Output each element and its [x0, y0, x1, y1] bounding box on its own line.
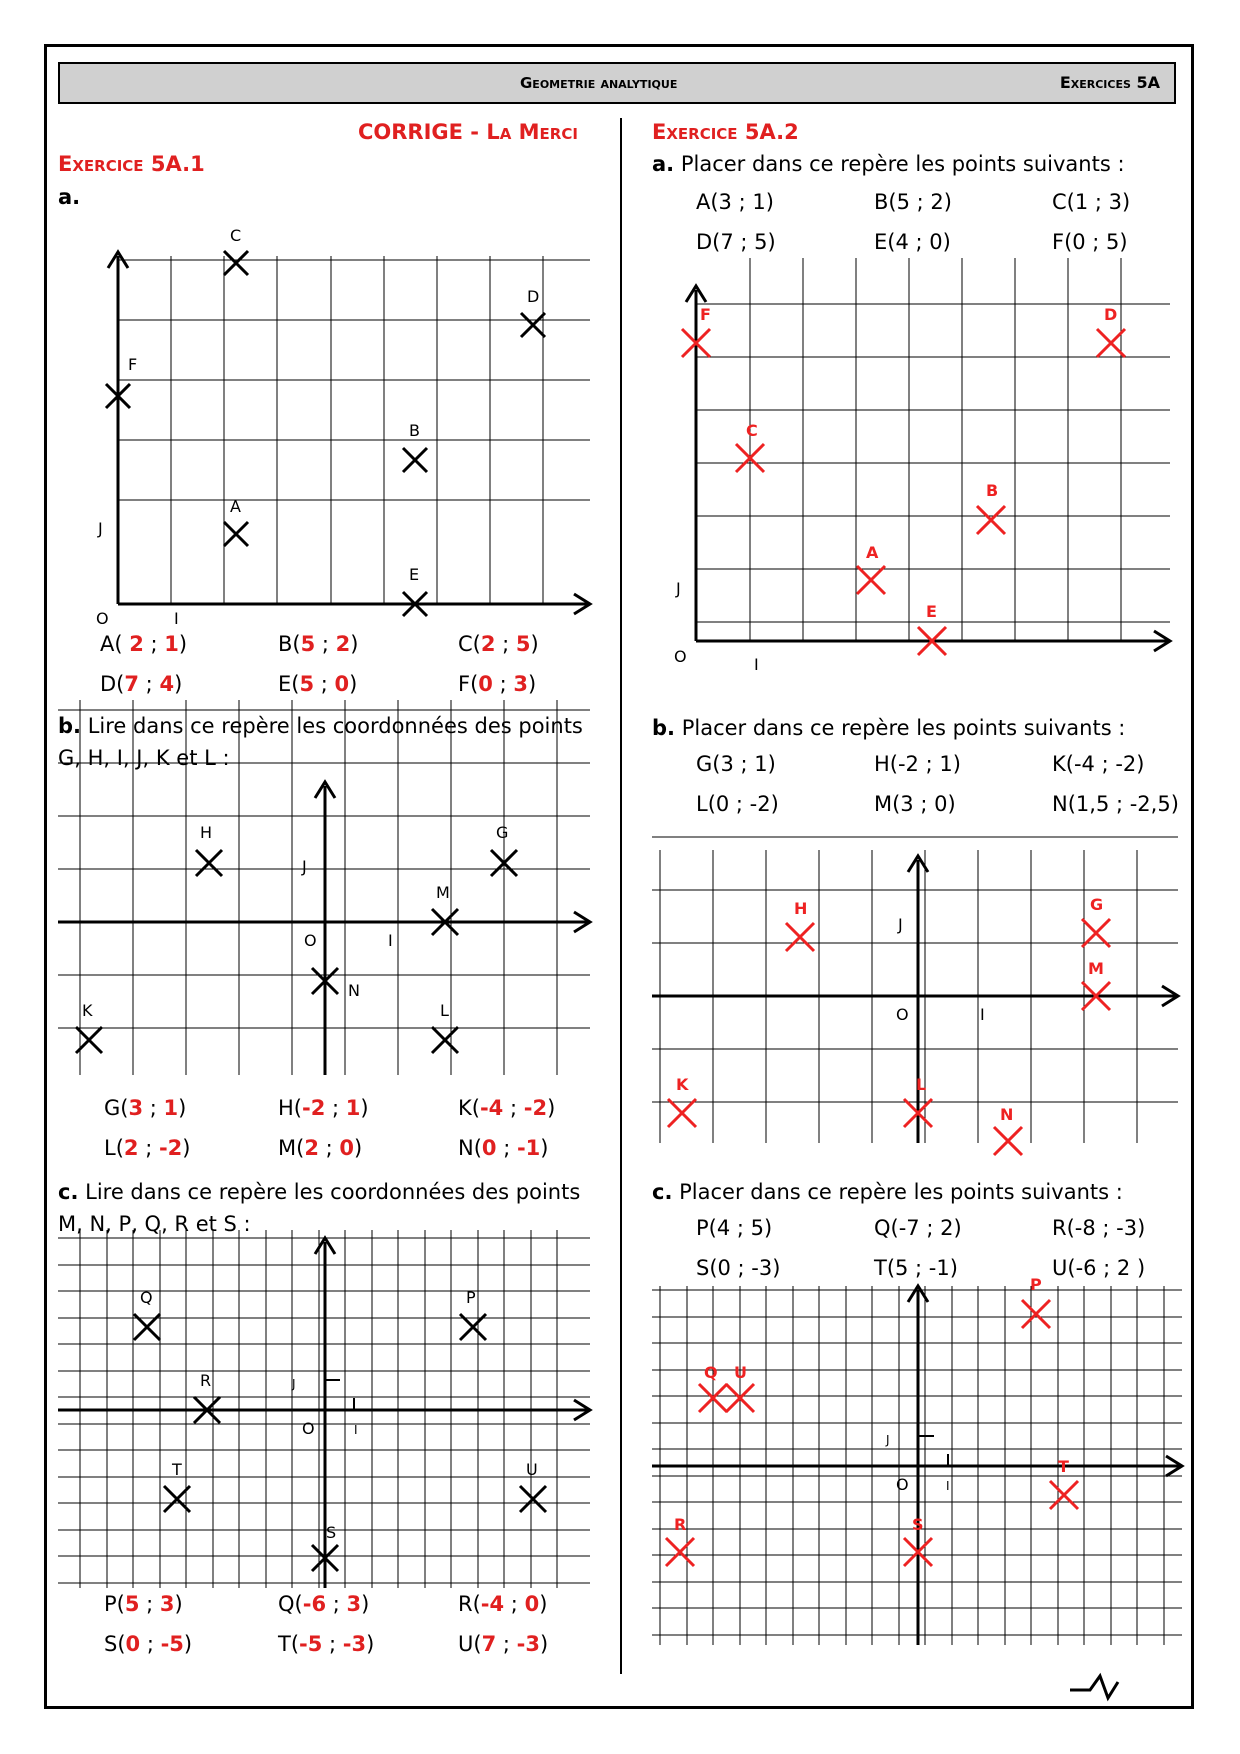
answer-y: 0 — [524, 1592, 540, 1616]
ex1c-text: Lire dans ce repère les coordonnées des points — [85, 1180, 581, 1204]
point-g-label: G — [1090, 895, 1104, 914]
point-to-place: H(-2 ; 1) — [874, 752, 961, 776]
answer-x: -5 — [299, 1632, 323, 1656]
point-to-place: D(7 ; 5) — [696, 230, 776, 254]
ex2a-text: Placer dans ce repère les points suivants : — [680, 152, 1125, 176]
answer-coordinate: T(-5 ; -3) — [278, 1632, 375, 1656]
point-a-label: A — [230, 497, 241, 516]
ex2b-label: b. — [652, 716, 676, 740]
i-label: I — [174, 609, 179, 628]
point-m-label: M — [1088, 959, 1104, 978]
answer-x: 2 — [123, 1136, 139, 1160]
answer-y: 1 — [164, 632, 179, 656]
answer-x: 5 — [300, 632, 316, 656]
point-to-place: K(-4 ; -2) — [1052, 752, 1145, 776]
point-b-label: B — [409, 421, 420, 440]
origin-label: O — [674, 647, 687, 666]
point-to-place: G(3 ; 1) — [696, 752, 776, 776]
answer-coordinate: C(2 ; 5) — [458, 632, 539, 656]
point-to-place: Q(-7 ; 2) — [874, 1216, 962, 1240]
answer-coordinate: D(7 ; 4) — [100, 672, 183, 696]
point-to-place: B(5 ; 2) — [874, 190, 952, 214]
origin-label: O — [896, 1005, 909, 1024]
j-label: J — [898, 915, 903, 934]
point-to-place: E(4 ; 0) — [874, 230, 951, 254]
point-to-place: S(0 ; -3) — [696, 1256, 781, 1280]
answer-x: 3 — [128, 1096, 144, 1120]
header-title: Geometrie analytique — [520, 74, 678, 92]
origin-label: O — [302, 1419, 315, 1438]
ex2-title: Exercice 5A.2 — [652, 120, 799, 144]
answer-coordinate: K(-4 ; -2) — [458, 1096, 556, 1120]
corrige-author: La Merci — [486, 120, 578, 144]
point-l-label: L — [440, 1001, 449, 1020]
i-label: I — [980, 1005, 985, 1024]
i-label: I — [388, 931, 393, 950]
answer-x: 7 — [481, 1632, 497, 1656]
answer-x: -4 — [480, 1592, 505, 1616]
ex2c-text: Placer dans ce repère les points suivants : — [679, 1180, 1123, 1204]
point-p-mark — [1022, 1300, 1050, 1328]
answer-coordinate: H(-2 ; 1) — [278, 1096, 369, 1120]
point-s-label: S — [912, 1515, 924, 1534]
ex2c-label: c. — [652, 1180, 673, 1204]
point-p — [1022, 1275, 1050, 1328]
answer-y: 3 — [346, 1592, 362, 1616]
answer-x: 2 — [304, 1136, 319, 1160]
point-r-label: R — [200, 1371, 212, 1390]
answer-coordinate: B(5 ; 2) — [278, 632, 359, 656]
point-to-place: R(-8 ; -3) — [1052, 1216, 1146, 1240]
point-a-label: A — [866, 543, 879, 562]
point-f-label: F — [700, 305, 711, 324]
point-t-label: T — [1058, 1457, 1069, 1476]
point-b-label: B — [986, 481, 999, 500]
point-n-label: N — [1000, 1105, 1014, 1124]
point-m-label: M — [436, 883, 450, 902]
origin-label: O — [304, 931, 317, 950]
point-q-label: Q — [704, 1363, 718, 1382]
answer-y: -2 — [523, 1096, 548, 1120]
point-n-label: N — [348, 981, 360, 1000]
answer-coordinate: A( 2 ; 1) — [100, 632, 188, 656]
ex1-title: Exercice 5A.1 — [58, 152, 205, 176]
ex2a-label: a. — [652, 152, 675, 176]
answer-coordinate: N(0 ; -1) — [458, 1136, 549, 1160]
answer-x: 2 — [480, 632, 496, 656]
j-label: J — [302, 857, 307, 876]
i-label: I — [946, 1479, 950, 1493]
answer-y: -5 — [160, 1632, 184, 1656]
answer-y: 3 — [513, 672, 528, 696]
point-to-place: U(-6 ; 2 ) — [1052, 1256, 1146, 1280]
answer-coordinate: P(5 ; 3) — [104, 1592, 183, 1616]
answer-coordinate: G(3 ; 1) — [104, 1096, 187, 1120]
answer-coordinate: M(2 ; 0) — [278, 1136, 363, 1160]
point-t-label: T — [172, 1460, 182, 1479]
point-r — [666, 1515, 694, 1566]
answer-y: 3 — [159, 1592, 175, 1616]
point-to-place: M(3 ; 0) — [874, 792, 956, 816]
point-s-label: S — [326, 1523, 337, 1542]
point-h-label: H — [794, 899, 808, 918]
ex1c-text2: M, N, P, Q, R et S : — [58, 1212, 251, 1236]
point-p-label: P — [1030, 1275, 1042, 1294]
answer-x: -6 — [302, 1592, 327, 1616]
point-d-label: D — [527, 287, 540, 306]
point-c-label: C — [230, 226, 242, 245]
ex1a-label: a. — [58, 185, 81, 209]
origin-label: O — [896, 1475, 909, 1494]
page-corner-mark — [1070, 1672, 1130, 1702]
answer-y: 4 — [159, 672, 175, 696]
point-to-place: T(5 ; -1) — [874, 1256, 958, 1280]
point-f-label: F — [128, 355, 138, 374]
point-d-label: D — [1104, 305, 1118, 324]
answer-x: -4 — [479, 1096, 504, 1120]
i-label: I — [754, 655, 759, 674]
point-k-label: K — [676, 1075, 689, 1094]
point-k-label: K — [82, 1001, 93, 1020]
answer-y: 0 — [334, 672, 350, 696]
answer-coordinate: Q(-6 ; 3) — [278, 1592, 370, 1616]
point-l-label: L — [916, 1075, 927, 1094]
answer-y: -1 — [516, 1136, 541, 1160]
answer-x: 0 — [478, 672, 493, 696]
point-to-place: A(3 ; 1) — [696, 190, 774, 214]
point-h-label: H — [200, 823, 213, 842]
answer-x: 7 — [124, 672, 139, 696]
j-label: J — [292, 1377, 296, 1391]
point-t-mark — [1050, 1481, 1078, 1509]
answer-y: 5 — [515, 632, 531, 656]
point-u-label: U — [526, 1460, 538, 1479]
point-r-label: R — [674, 1515, 687, 1534]
answer-x: 5 — [124, 1592, 140, 1616]
j-label: J — [98, 519, 103, 538]
point-to-place: F(0 ; 5) — [1052, 230, 1128, 254]
ex2b-text: Placer dans ce repère les points suivants : — [681, 716, 1126, 740]
ex1b-text2: G, H, I, J, K et L : — [58, 746, 230, 770]
ex1c-label: c. — [58, 1180, 79, 1204]
answer-x: 5 — [299, 672, 315, 696]
i-label: I — [354, 1423, 358, 1437]
point-e-label: E — [926, 602, 937, 621]
ex1b-label: b. — [58, 714, 82, 738]
answer-y: 1 — [345, 1096, 361, 1120]
point-e-label: E — [409, 565, 420, 584]
ex1b-text: Lire dans ce repère les coordonnées des points — [87, 714, 583, 738]
answer-x: 0 — [481, 1136, 497, 1160]
header-code: Exercices 5A — [1059, 73, 1160, 92]
answer-coordinate: S(0 ; -5) — [104, 1632, 193, 1656]
answer-y: -3 — [342, 1632, 367, 1656]
point-g-label: G — [496, 823, 509, 842]
answer-coordinate: U(7 ; -3) — [458, 1632, 549, 1656]
answer-coordinate: L(2 ; -2) — [104, 1136, 191, 1160]
point-p-label: P — [466, 1288, 476, 1307]
point-c-label: C — [746, 421, 758, 440]
point-to-place: N(1,5 ; -2,5) — [1052, 792, 1179, 816]
point-u-label: U — [734, 1363, 747, 1382]
answer-y: 2 — [335, 632, 351, 656]
origin-label: O — [96, 609, 109, 628]
j-label: J — [676, 579, 681, 598]
point-to-place: L(0 ; -2) — [696, 792, 779, 816]
answer-y: -3 — [516, 1632, 540, 1656]
point-q-label: Q — [140, 1288, 153, 1307]
axes — [652, 1286, 1182, 1645]
point-to-place: P(4 ; 5) — [696, 1216, 773, 1240]
answer-coordinate: E(5 ; 0) — [278, 672, 358, 696]
answer-x: 2 — [129, 632, 144, 656]
answer-x: -2 — [301, 1096, 326, 1120]
point-to-place: C(1 ; 3) — [1052, 190, 1131, 214]
answer-x: 0 — [125, 1632, 141, 1656]
corrige-label: CORRIGE - — [358, 120, 487, 144]
answer-coordinate: R(-4 ; 0) — [458, 1592, 548, 1616]
answer-y: 0 — [339, 1136, 354, 1160]
answer-y: 1 — [163, 1096, 179, 1120]
point-r-mark — [666, 1538, 694, 1566]
answer-coordinate: F(0 ; 3) — [458, 672, 537, 696]
j-label: J — [886, 1433, 890, 1447]
answer-y: -2 — [158, 1136, 183, 1160]
